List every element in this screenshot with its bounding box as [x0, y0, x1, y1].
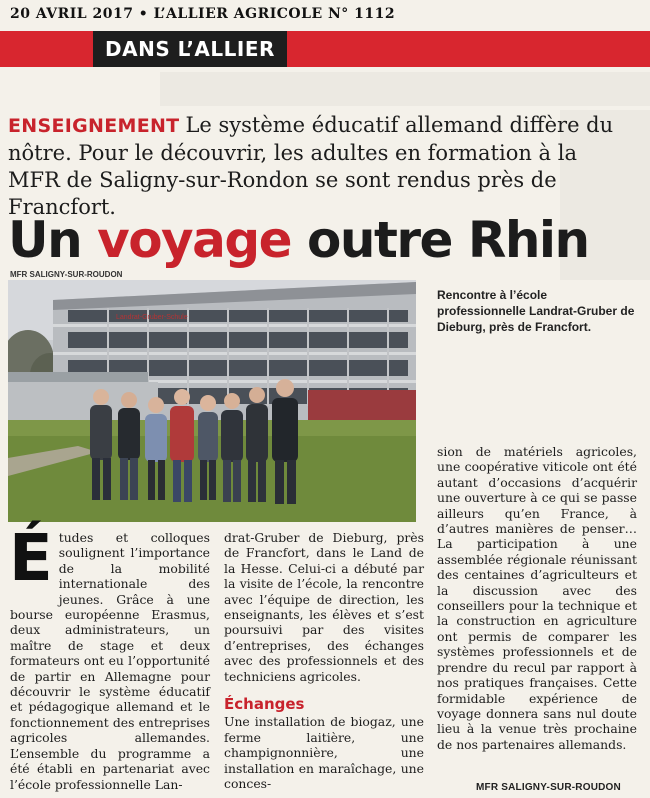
ghost-strip-top: [160, 72, 650, 106]
group-photo-illustration: [8, 280, 416, 522]
headline-highlight: voyage: [97, 211, 292, 269]
column-2-text: drat-Gruber de Dieburg, près de Francfort, dans le Land de la Hesse. Celui-ci a débuté par la visite de l’école, la rencontre avec l’équipe de direction, les enseignants, les élèves et s’est poursuivi par des visites d’entreprises, des échanges avec des professionnels et des techniciens agricoles.: [224, 530, 424, 684]
headline: [8, 212, 589, 268]
article-photo: [8, 280, 416, 522]
section-label: DANS L’ALLIER: [93, 31, 287, 67]
headline-part1: Un: [8, 211, 98, 269]
article-column-2: [224, 530, 424, 792]
article-column-1: [9, 522, 210, 792]
headline-part2: outre Rhin: [291, 211, 589, 269]
column-3-text: sion de matériels agricoles, une coopérative viticole ont été autant d’occasions d’acquérir une ouverture à ce qui se passe ailleurs qu’en France, à d’autres manières de penser… La participation à une assemblée régionale réunissant des centaines d’agriculteurs et la discussion avec des conseillers pour la technique et la construction en agriculture ont permis de comparer les systèmes professionnels et de prendre du recul par rapport à nos pratiques françaises. Cette formidable expérience de voyage donnera sans nul doute lieu à la venue très prochaine de nos partenaires allemands.: [437, 444, 637, 752]
drop-cap: É: [9, 522, 53, 596]
column-2-text-b: Une installation de biogaz, une ferme laitière, une champignonnière, une installation en maraîchage, une conces-: [224, 714, 424, 792]
article-column-3: [437, 444, 637, 752]
photo-caption: Rencontre à l’école professionnelle Landrat-Gruber de Dieburg, près de Francfort.: [437, 288, 635, 334]
photo-credit: MFR SALIGNY-SUR-ROUDON: [10, 270, 123, 279]
masthead: 20 AVRIL 2017 • L’ALLIER AGRICOLE N° 1112: [10, 6, 396, 22]
intro-text: Le système éducatif allemand diffère du nôtre. Pour le découvrir, les adultes en formation à la MFR de Saligny-sur-Rondon se sont rendus près de Francfort.: [8, 113, 614, 219]
building-sign: Landrat-Gruber-Schule: [116, 314, 188, 321]
intro-deck: [8, 112, 628, 221]
signoff: MFR SALIGNY-SUR-ROUDON: [476, 782, 621, 793]
kicker: ENSEIGNEMENT: [8, 115, 180, 137]
subhead-echanges: Échanges: [224, 695, 305, 714]
column-1-text: tudes et colloques soulignent l’importance de la mobilité internationale des jeunes. Grâce à une bourse européenne Erasmus, deux administrateurs, un maître de stage et deux formateurs ont eu l’opportunité de partir en Allemagne pour découvrir le système éducatif et pédagogique allemand et le fonctionnement des entreprises agricoles allemandes. L’ensemble du programme a été établi en partenariat avec l’école professionnelle Lan-: [10, 530, 210, 792]
